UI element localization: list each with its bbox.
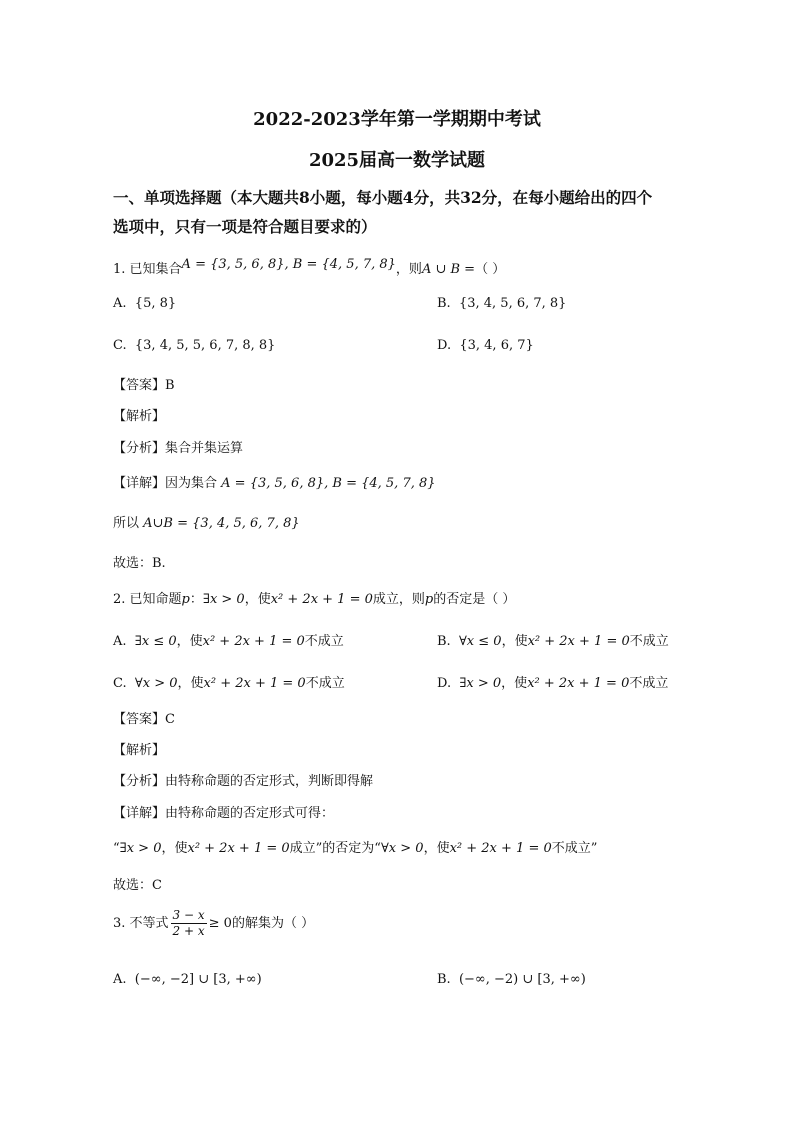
q1-option-d-label: D. — [437, 338, 452, 353]
q2-option-d-tail: 不成立 — [629, 676, 669, 691]
q2-option-b-label: B. — [437, 634, 451, 649]
q2-choice: 故选：C — [113, 878, 162, 893]
q2-option-c — [113, 672, 345, 691]
q1-sets: A = {3, 5, 6, 8}, B = {4, 5, 7, 8} — [181, 257, 396, 272]
q2-answer: 【答案】C — [113, 712, 175, 727]
q1-detail-prefix: 【详解】因为集合 — [113, 476, 218, 491]
q2-option-c-label: C. — [113, 676, 127, 691]
q2-option-d — [437, 672, 668, 691]
section-heading-line2: 选项中，只有一项是符合题目要求的） — [113, 217, 377, 236]
q3-numerator: 3 − x — [172, 908, 205, 922]
q1-option-c-label: C. — [113, 338, 127, 353]
q2-quote-q: ∃x > 0 — [119, 841, 162, 856]
q2-option-d-q: ∃x > 0 — [459, 676, 502, 691]
q2-quote — [113, 837, 597, 856]
q1-suffix: （ ） — [475, 262, 506, 277]
q2-detail: 【详解】由特称命题的否定形式可得： — [113, 806, 335, 821]
q3-option-b — [437, 972, 586, 987]
q2-option-d-comma: ，使 — [501, 676, 528, 691]
q2-tail: 成立，则 — [372, 592, 425, 607]
q3-option-a-label: A. — [113, 972, 127, 987]
q2-quote-eq2: x² + 2x + 1 = 0 — [449, 841, 552, 856]
q1-mid: ，则 — [395, 262, 422, 277]
q2-p: p — [181, 592, 190, 607]
q1-suoyi — [113, 512, 300, 531]
q1-suoyi-prefix: 所以 — [113, 516, 140, 531]
q1-option-d — [437, 338, 534, 353]
q2-option-b-comma: ，使 — [501, 634, 528, 649]
q1-choice: 故选：B. — [113, 556, 166, 571]
question-3 — [113, 908, 314, 939]
q1-suoyi-math: A∪B = {3, 4, 5, 6, 7, 8} — [143, 516, 300, 531]
q2-quote-open: “ — [113, 841, 120, 856]
q2-option-c-comma: ，使 — [177, 676, 204, 691]
q2-colon: ： — [189, 592, 203, 607]
q3-relation: ≥ 0 — [208, 916, 232, 931]
q2-cond: ∃x > 0 — [202, 592, 245, 607]
q1-prefix: 1. 已知集合 — [113, 262, 182, 277]
q2-comma: ，使 — [244, 592, 271, 607]
q1-detail — [113, 472, 436, 491]
q2-option-a-label: A. — [113, 634, 127, 649]
q2-quote-comma2: ，使 — [423, 841, 450, 856]
q2-p2: p — [424, 592, 434, 607]
q2-prefix: 2. 已知命题 — [113, 592, 182, 607]
q2-option-a-eq: x² + 2x + 1 = 0 — [202, 634, 305, 649]
q2-option-a-q: ∃x ≤ 0 — [134, 634, 177, 649]
q2-quote-q2: ∀x > 0 — [380, 841, 424, 856]
q2-quote-eq: x² + 2x + 1 = 0 — [187, 841, 290, 856]
q2-analysis-heading: 【解析】 — [113, 743, 166, 758]
q1-option-b-text: {3, 4, 5, 6, 7, 8} — [458, 296, 567, 311]
q1-option-b-label: B. — [437, 296, 451, 311]
q1-option-a-text: {5, 8} — [134, 296, 177, 311]
question-1 — [113, 258, 505, 277]
q3-option-a-text: (−∞, −2] ∪ [3, +∞) — [134, 972, 262, 987]
q2-option-a-comma: ，使 — [176, 634, 203, 649]
q2-quote-comma: ，使 — [161, 841, 188, 856]
q2-option-d-label: D. — [437, 676, 452, 691]
q2-fenxi: 【分析】由特称命题的否定形式，判断即得解 — [113, 774, 374, 789]
section-heading-line1: 一、单项选择题（本大题共8小题，每小题4分，共32分，在每小题给出的四个 — [113, 188, 653, 207]
q3-fraction — [171, 908, 207, 939]
q1-analysis-heading: 【解析】 — [113, 409, 166, 424]
q2-eq: x² + 2x + 1 = 0 — [270, 592, 373, 607]
q2-quote-mid: 成立”的否定为“ — [289, 841, 381, 856]
q2-option-d-eq: x² + 2x + 1 = 0 — [527, 676, 630, 691]
q2-quote-end: 不成立” — [551, 841, 598, 856]
q2-option-c-q: ∀x > 0 — [134, 676, 178, 691]
q2-option-b-q: ∀x ≤ 0 — [458, 634, 502, 649]
q1-option-d-text: {3, 4, 6, 7} — [459, 338, 534, 353]
q2-tail2: 的否定是（ ） — [433, 592, 516, 607]
q3-option-b-text: (−∞, −2) ∪ [3, +∞) — [458, 972, 586, 987]
q2-option-c-eq: x² + 2x + 1 = 0 — [203, 676, 306, 691]
exam-subtitle: 2025届高一数学试题 — [308, 150, 486, 171]
q2-option-b — [437, 630, 669, 649]
q3-option-a — [113, 972, 262, 987]
q1-option-c — [113, 338, 275, 353]
exam-title: 2022-2023学年第一学期期中考试 — [253, 109, 541, 130]
q3-option-b-label: B. — [437, 972, 451, 987]
question-2 — [113, 588, 515, 607]
q1-option-a-label: A. — [113, 296, 127, 311]
q3-suffix: 的解集为（ ） — [231, 916, 315, 931]
q3-denominator: 2 + x — [172, 924, 205, 938]
q2-option-c-tail: 不成立 — [305, 676, 345, 691]
q2-option-a-tail: 不成立 — [304, 634, 344, 649]
q1-option-c-text: {3, 4, 5, 5, 6, 7, 8, 8} — [134, 338, 276, 353]
q2-option-b-eq: x² + 2x + 1 = 0 — [527, 634, 630, 649]
q1-fenxi: 【分析】集合并集运算 — [113, 441, 244, 456]
q3-prefix: 3. 不等式 — [113, 916, 169, 931]
q1-option-b — [437, 296, 566, 311]
q1-expr: A ∪ B = — [421, 262, 476, 277]
q2-option-b-tail: 不成立 — [629, 634, 669, 649]
q1-option-a — [113, 296, 176, 311]
q2-option-a — [113, 630, 344, 649]
q1-answer: 【答案】B — [113, 378, 175, 393]
q1-detail-math: A = {3, 5, 6, 8}, B = {4, 5, 7, 8} — [221, 476, 436, 491]
